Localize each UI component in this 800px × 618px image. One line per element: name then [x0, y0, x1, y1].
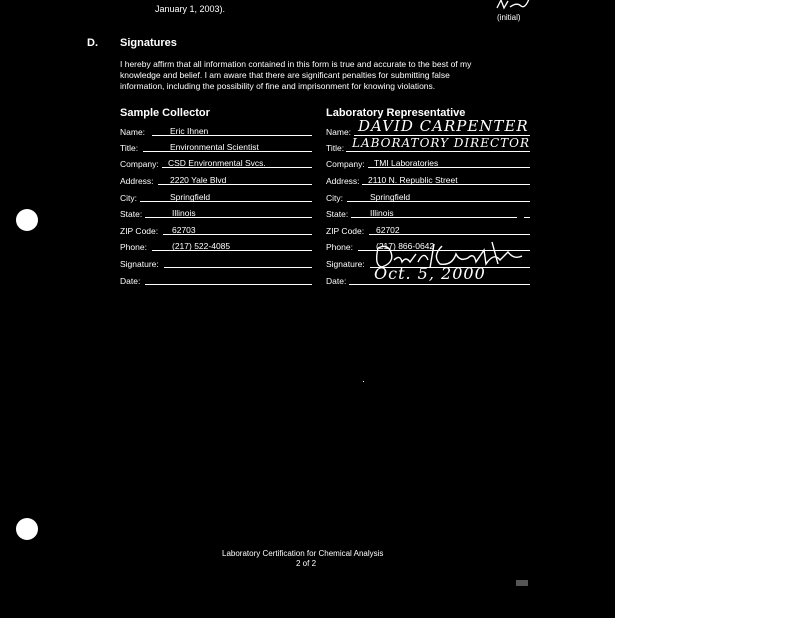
field-label: ZIP Code: — [120, 226, 159, 236]
lab-state-value: Illinois — [370, 208, 394, 218]
affirmation-line-2: knowledge and belief. I am aware that there are significant penalties for submitting false — [120, 70, 450, 80]
footer-title: Laboratory Certification for Chemical Analysis — [222, 549, 384, 558]
field-label: Title: — [120, 143, 139, 153]
lab-title-handwritten: LABORATORY DIRECTOR — [352, 136, 531, 150]
footer-page: 2 of 2 — [296, 559, 317, 568]
lab-heading: Laboratory Representative — [326, 107, 466, 119]
underline-fragment — [524, 217, 530, 218]
underline — [349, 284, 530, 285]
collector-zip-value: 62703 — [172, 225, 196, 235]
lab-zip-value: 62702 — [376, 225, 400, 235]
punch-hole — [16, 209, 38, 231]
initials-mark — [495, 0, 531, 12]
scan-mark — [516, 580, 528, 586]
collector-phone-value: (217) 522-4085 — [172, 241, 231, 251]
field-label: Title: — [326, 143, 345, 153]
collector-address-value: 2220 Yale Blvd — [170, 175, 227, 185]
field-label: Phone: — [120, 242, 147, 252]
field-label: State: — [120, 209, 143, 219]
lab-date-handwritten: Oct. 5, 2000 — [374, 264, 486, 283]
affirmation-line-1: I hereby affirm that all information contained in this form is true and accurate to the best of my — [120, 59, 472, 69]
lab-company-value: TMI Laboratories — [374, 158, 439, 168]
field-label: Name: — [326, 127, 352, 137]
section-title: Signatures — [120, 37, 177, 49]
collector-city-value: Springfield — [170, 192, 211, 202]
field-label: Date: — [120, 276, 141, 286]
field-label: City: — [120, 193, 137, 203]
field-label: Company: — [326, 159, 365, 169]
field-label: Name: — [120, 127, 146, 137]
field-label: Date: — [326, 276, 347, 286]
lab-name-handwritten: DAVID CARPENTER — [358, 117, 529, 135]
collector-name-value: Eric Ihnen — [170, 126, 209, 136]
lab-phone-value: (217) 866-0642 — [376, 241, 435, 251]
collector-title-value: Environmental Scientist — [170, 142, 259, 152]
underline — [164, 267, 312, 268]
field-label: State: — [326, 209, 349, 219]
collector-state-value: Illinois — [172, 208, 196, 218]
field-label: Address: — [326, 176, 360, 186]
field-label: Signature: — [120, 259, 159, 269]
field-label: City: — [326, 193, 343, 203]
field-label: Phone: — [326, 242, 353, 252]
initial-label: (initial) — [497, 13, 521, 22]
collector-company-value: CSD Environmental Svcs. — [168, 158, 266, 168]
underline — [346, 151, 530, 152]
punch-hole — [16, 518, 38, 540]
date-line: January 1, 2003). — [155, 4, 226, 14]
field-label: Company: — [120, 159, 159, 169]
lab-city-value: Springfield — [370, 192, 411, 202]
field-label: Signature: — [326, 259, 365, 269]
underline — [140, 201, 312, 202]
field-label: Address: — [120, 176, 154, 186]
underline — [145, 217, 312, 218]
scan-speck — [363, 381, 364, 382]
affirmation-line-3: information, including the possibility of fine and imprisonment for knowing violations. — [120, 81, 436, 91]
section-letter: D. — [87, 37, 98, 49]
lab-address-value: 2110 N. Republic Street — [368, 175, 458, 185]
collector-heading: Sample Collector — [120, 107, 210, 119]
underline — [145, 284, 312, 285]
field-label: ZIP Code: — [326, 226, 365, 236]
blank-margin — [615, 0, 800, 618]
